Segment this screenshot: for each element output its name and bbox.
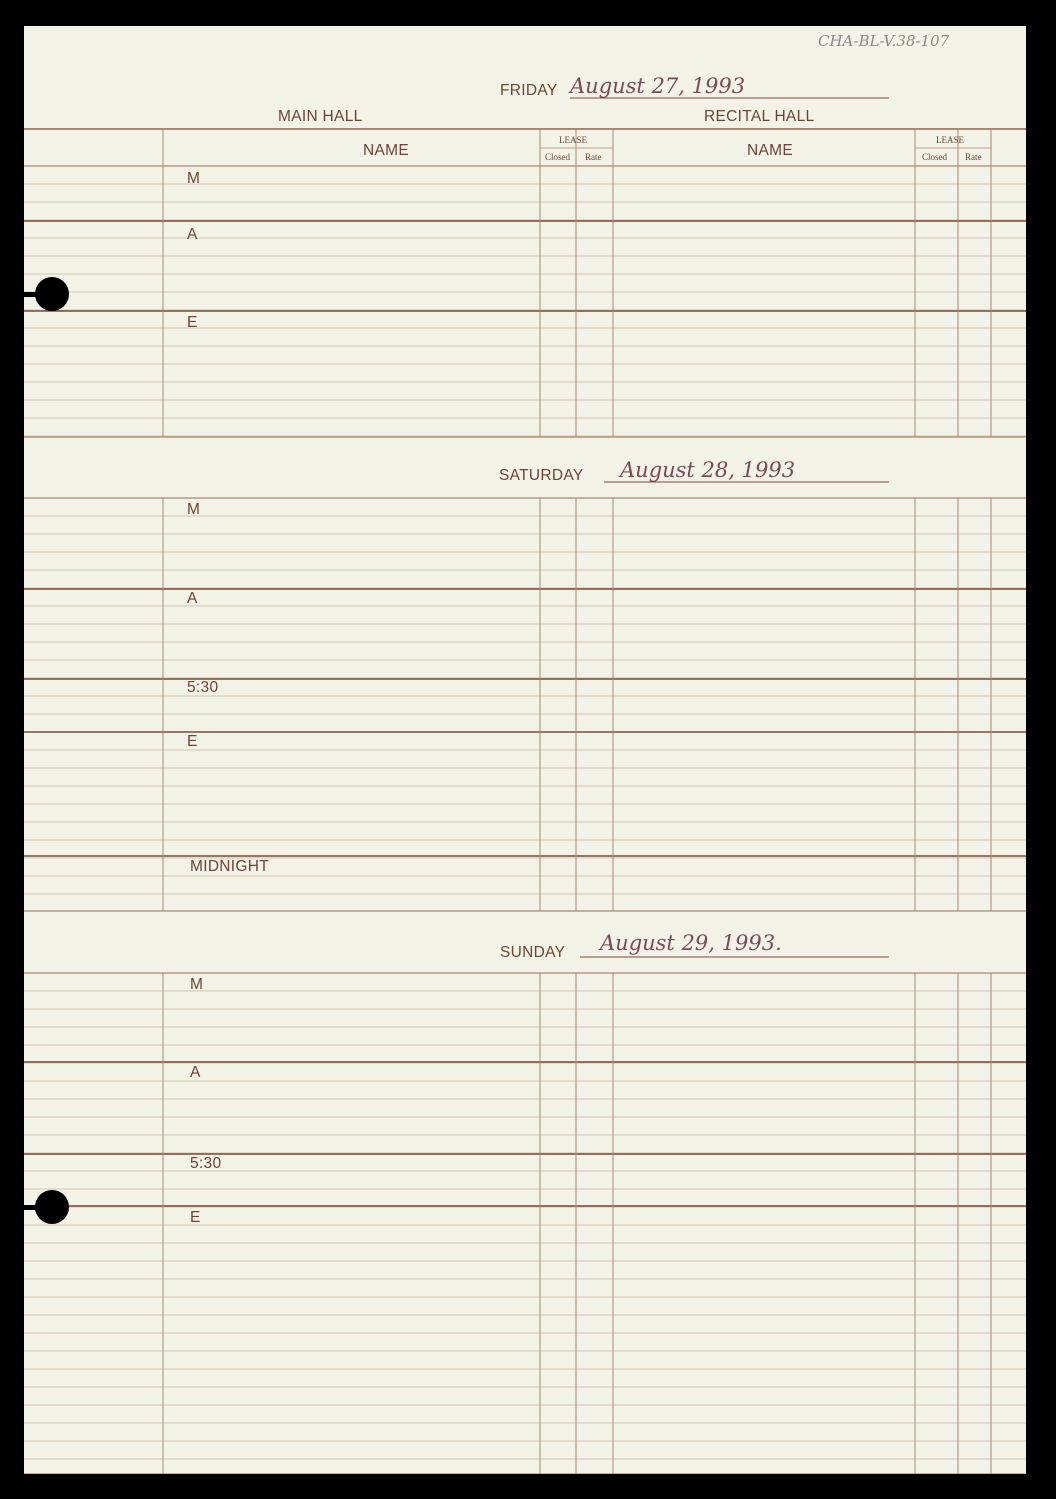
saturday-slot-midnight: MIDNIGHT: [190, 858, 270, 875]
friday-date: August 27, 1993: [570, 74, 746, 98]
sunday-slot-evening: E: [190, 1209, 201, 1226]
ledger-grid: [24, 26, 1026, 1474]
sunday-label: SUNDAY: [500, 944, 566, 961]
sunday-slot-530: 5:30: [190, 1155, 222, 1172]
archive-reference: CHA-BL-V.38-107: [818, 32, 950, 50]
main-hall-lease-header: LEASE: [559, 135, 587, 145]
friday-label: FRIDAY: [500, 82, 558, 99]
recital-hall-name-header: NAME: [747, 142, 793, 159]
recital-hall-closed-header: Closed: [922, 152, 948, 162]
saturday-label: SATURDAY: [499, 467, 584, 484]
main-hall-heading: MAIN HALL: [278, 108, 363, 125]
friday-slot-morning: M: [187, 170, 201, 187]
saturday-date: August 28, 1993: [620, 458, 796, 482]
ledger-page: [24, 26, 1026, 1474]
recital-hall-heading: RECITAL HALL: [704, 108, 815, 125]
saturday-slot-morning: M: [187, 501, 201, 518]
binder-hole-tab-bottom: [22, 1205, 42, 1210]
sunday-date: August 29, 1993.: [600, 931, 782, 955]
friday-slot-afternoon: A: [187, 226, 198, 243]
recital-hall-rate-header: Rate: [965, 152, 982, 162]
binder-hole-tab-top: [22, 292, 42, 297]
saturday-slot-evening: E: [187, 733, 198, 750]
main-hall-rate-header: Rate: [585, 152, 602, 162]
main-hall-closed-header: Closed: [545, 152, 571, 162]
main-hall-name-header: NAME: [363, 142, 409, 159]
friday-slot-evening: E: [187, 314, 198, 331]
recital-hall-lease-header: LEASE: [936, 135, 964, 145]
sunday-slot-morning: M: [190, 976, 204, 993]
saturday-slot-530: 5:30: [187, 679, 219, 696]
saturday-slot-afternoon: A: [187, 590, 198, 607]
sunday-slot-afternoon: A: [190, 1064, 201, 1081]
